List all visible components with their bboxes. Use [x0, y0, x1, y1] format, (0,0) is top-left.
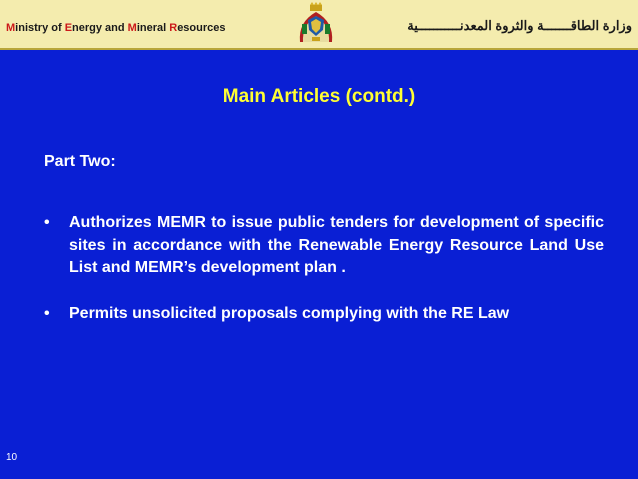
slide-title: Main Articles (contd.) — [222, 86, 416, 107]
ministry-letter-highlight: M — [6, 22, 16, 34]
ministry-letter-highlight: E — [64, 22, 73, 34]
ministry-letter-highlight: M — [127, 22, 137, 34]
bullet-item — [44, 212, 604, 280]
ministry-text: inistry of — [15, 22, 65, 34]
slide-header — [0, 0, 638, 50]
bullet-text: Authorizes MEMR to issue public tenders for development of specific sites in accordance with the Renewable Energy Resource Land Use List and MEMR’s development plan . — [69, 214, 604, 276]
bullet-text: Permits unsolicited proposals complying with the RE Law — [69, 304, 510, 322]
ministry-letter-highlight: R — [169, 22, 178, 34]
bullet-list — [44, 212, 604, 325]
jordan-coat-of-arms-icon — [294, 2, 338, 46]
slide-number: 10 — [6, 452, 18, 463]
bullet-icon: • — [44, 304, 50, 322]
bullet-icon: • — [44, 214, 50, 231]
bullet-item — [44, 303, 604, 326]
ministry-text: nergy and — [72, 22, 128, 34]
part-heading: Part Two: — [44, 153, 116, 170]
ministry-text: ineral — [136, 22, 170, 34]
ministry-text: esources — [177, 22, 226, 34]
ministry-name-arabic: وزارة الطاقـــــــة والثروة المعدنـــــــــــية — [407, 18, 632, 33]
ministry-name-english — [6, 22, 226, 34]
